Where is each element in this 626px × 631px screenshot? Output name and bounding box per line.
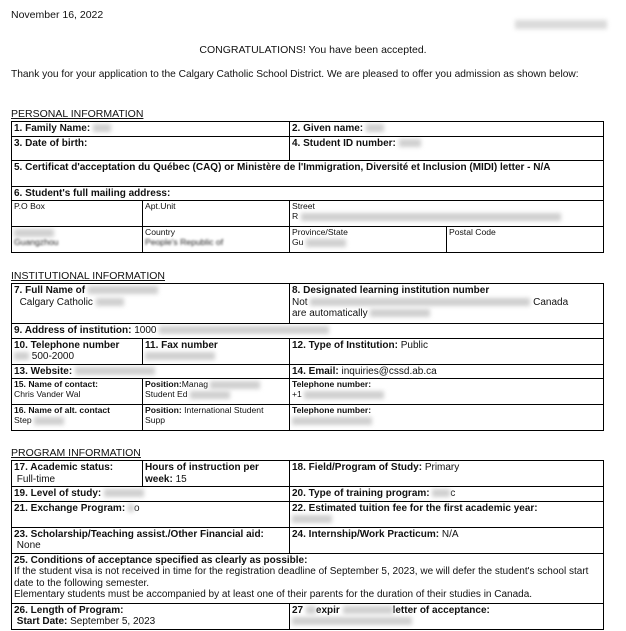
- street-cell: Street R: [290, 201, 604, 227]
- letter-date: November 16, 2022: [11, 9, 104, 21]
- family-name-cell: 1. Family Name:: [12, 122, 290, 137]
- telephone-cell: 10. Telephone number 500-2000: [12, 338, 143, 364]
- contact-position-cell: Position:Manag Student Ed: [143, 379, 290, 405]
- institution-heading: INSTITUTIONAL INFORMATION: [11, 270, 165, 282]
- website-cell: 13. Website:: [12, 364, 290, 379]
- po-box-cell: P.O Box: [12, 201, 143, 227]
- academic-status-cell: 17. Academic status: Full-time: [12, 461, 143, 487]
- postal-code-cell: Postal Code: [447, 227, 604, 253]
- intro-paragraph: Thank you for your application to the Calgary Catholic School District. We are pleased to offer you admission as shown below:: [11, 69, 579, 80]
- training-type-cell: 20. Type of training program: c: [290, 487, 604, 502]
- province-cell: Province/State Gu: [290, 227, 447, 253]
- apt-unit-cell: Apt.Unit: [143, 201, 290, 227]
- mailing-address-label: 6. Student's full mailing address:: [12, 186, 604, 201]
- internship-cell: 24. Internship/Work Practicum: N/A: [290, 527, 604, 553]
- email-cell: 14. Email: inquiries@cssd.ab.ca: [290, 364, 604, 379]
- scholarship-cell: 23. Scholarship/Teaching assist./Other Financial aid: None: [12, 527, 290, 553]
- conditions-cell: 25. Conditions of acceptance specified as clearly as possible: If the student visa is not received in time for the registration deadline of September 5, 2023, we will defer the student's school start date to the following semester. Elementary students must be accompanied by at least one of their parents for the duration of their studies in Canada.: [12, 553, 604, 603]
- institution-address-cell: 9. Address of institution: 1000: [12, 324, 604, 339]
- level-of-study-cell: 19. Level of study:: [12, 487, 290, 502]
- dli-number-cell: 8. Designated learning institution number Not Canada are automatically: [290, 284, 604, 324]
- institution-type-cell: 12. Type of Institution: Public: [290, 338, 604, 364]
- contact-telephone-cell: Telephone number: +1: [290, 379, 604, 405]
- hours-cell: Hours of instruction per week: 15: [143, 461, 290, 487]
- alt-contact-telephone-cell: Telephone number:: [290, 405, 604, 431]
- program-table: [11, 460, 604, 630]
- program-heading: PROGRAM INFORMATION: [11, 447, 141, 459]
- student-id-cell: 4. Student ID number:: [290, 136, 604, 160]
- dob-cell: 3. Date of birth:: [12, 136, 290, 160]
- congratulations-line: CONGRATULATIONS! You have been accepted.: [199, 44, 427, 56]
- city-cell: Guangzhou: [12, 227, 143, 253]
- redacted-signature: [515, 20, 607, 29]
- alt-contact-position-cell: Position: International Student Supp: [143, 405, 290, 431]
- exchange-program-cell: 21. Exchange Program: o: [12, 501, 290, 527]
- given-name-cell: 2. Given name:: [290, 122, 604, 137]
- alt-contact-name-cell: 16. Name of alt. contact Step: [12, 405, 143, 431]
- institution-table: [11, 283, 604, 431]
- acceptance-expiry-cell: 27 expir letter of acceptance:: [290, 603, 604, 629]
- caq-cell: 5. Certificat d'acceptation du Québec (CAQ) or Ministère de l'Immigration, Diversité et Inclusion (MIDI) letter - N/A: [12, 160, 604, 186]
- fax-cell: 11. Fax number: [143, 338, 290, 364]
- personal-table: [11, 121, 604, 253]
- country-cell: Country People's Republic of: [143, 227, 290, 253]
- personal-heading: PERSONAL INFORMATION: [11, 108, 144, 120]
- field-of-study-cell: 18. Field/Program of Study: Primary: [290, 461, 604, 487]
- institution-name-cell: 7. Full Name of Calgary Catholic: [12, 284, 290, 324]
- tuition-cell: 22. Estimated tuition fee for the first academic year:: [290, 501, 604, 527]
- contact-name-cell: 15. Name of contact: Chris Vander Wal: [12, 379, 143, 405]
- program-length-cell: 26. Length of Program: Start Date: September 5, 2023: [12, 603, 290, 629]
